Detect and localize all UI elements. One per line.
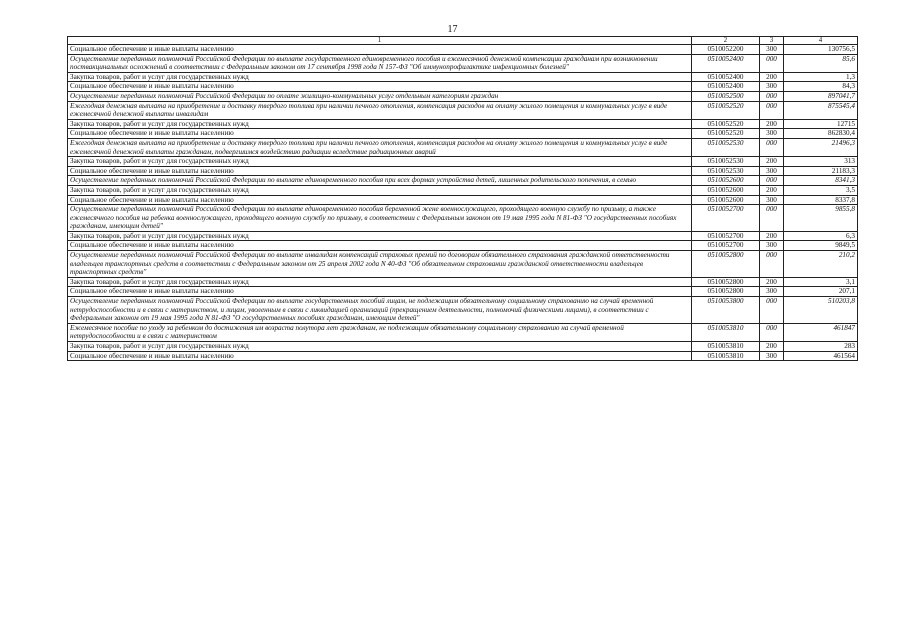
row-code: 0510052520 [692, 119, 760, 129]
row-description: Закупка товаров, работ и услуг для государственных нужд [68, 72, 692, 82]
row-description: Осуществление переданных полномочий Российской Федерации по выплате государственных пособий лицам, не подлежащим обязательному социальному страхованию на случай временной нетрудоспособности и в связи с материнством, и лицам, уволенным в связи с ликвидацией организаций (прекращением деятельности, полномочий физическими лицами), в соответствии с Федеральным законом от 19 мая 1995 года N 81-ФЗ "О государственных пособиях гражданам, имеющим детей" [68, 297, 692, 324]
row-code: 0510052800 [692, 287, 760, 297]
row-amount: 510203,8 [784, 297, 858, 324]
row-expense-type: 000 [760, 101, 784, 119]
row-code: 0510052400 [692, 72, 760, 82]
row-code: 0510052530 [692, 166, 760, 176]
row-description: Осуществление переданных полномочий Российской Федерации по выплате единовременного пособия беременной жене военнослужащего, проходящего военную службу по призыву, а также ежемесячного пособия на ребенка военнослужащего, проходящего военную службу по призыву, в соответствии с Федеральным законом от 19 мая 1995 года N 81-ФЗ "О государственных пособиях гражданам, имеющим детей" [68, 205, 692, 232]
row-description: Осуществление переданных полномочий Российской Федерации по выплате единовременного пособия при всех формах устройства детей, лишенных родительского попечения, в семью [68, 176, 692, 186]
row-description: Осуществление переданных полномочий Российской Федерации по выплате государственного единовременного пособия и ежемесячной денежной компенсации гражданам при возникновении поствакцинальных осложнений в соответствии с Федеральным законом от 17 сентября 1998 года N 157-ФЗ "Об иммунопрофилактике инфекционных болезней" [68, 54, 692, 72]
row-amount: 461564 [784, 351, 858, 361]
row-code: 0510053810 [692, 342, 760, 352]
row-expense-type: 000 [760, 297, 784, 324]
row-code: 0510052530 [692, 138, 760, 156]
row-description: Социальное обеспечение и иные выплаты населению [68, 287, 692, 297]
row-amount: 8337,8 [784, 195, 858, 205]
row-description: Социальное обеспечение и иные выплаты населению [68, 129, 692, 139]
table-row [68, 176, 858, 186]
row-code: 0510053810 [692, 351, 760, 361]
row-description: Закупка товаров, работ и услуг для государственных нужд [68, 119, 692, 129]
row-expense-type: 000 [760, 138, 784, 156]
row-expense-type: 200 [760, 119, 784, 129]
row-expense-type: 300 [760, 45, 784, 55]
table-row [68, 342, 858, 352]
row-code: 0510052800 [692, 251, 760, 278]
row-description: Социальное обеспечение и иные выплаты населению [68, 82, 692, 92]
table-row [68, 351, 858, 361]
row-amount: 3,5 [784, 185, 858, 195]
row-expense-type: 000 [760, 251, 784, 278]
row-amount: 313 [784, 157, 858, 167]
row-expense-type: 300 [760, 129, 784, 139]
table-row [68, 54, 858, 72]
table-header-row [68, 37, 858, 45]
table-row [68, 277, 858, 287]
row-amount: 461847 [784, 323, 858, 341]
header-col-2: 2 [692, 37, 760, 45]
row-description: Социальное обеспечение и иные выплаты населению [68, 45, 692, 55]
row-code: 0510052800 [692, 277, 760, 287]
row-amount: 84,3 [784, 82, 858, 92]
row-expense-type: 300 [760, 82, 784, 92]
table-row [68, 323, 858, 341]
row-expense-type: 200 [760, 277, 784, 287]
row-expense-type: 300 [760, 351, 784, 361]
table-row [68, 185, 858, 195]
row-code: 0510053810 [692, 323, 760, 341]
row-description: Ежемесячное пособие по уходу за ребенком до достижения им возраста полутора лет гражданам, не подлежащим обязательному социальному страхованию на случай временной нетрудоспособности и в связи с материнством [68, 323, 692, 341]
row-description: Закупка товаров, работ и услуг для государственных нужд [68, 185, 692, 195]
row-code: 0510052530 [692, 157, 760, 167]
table-row [68, 195, 858, 205]
row-expense-type: 200 [760, 157, 784, 167]
row-description: Осуществление переданных полномочий Российской Федерации по выплате инвалидам компенсаций страховых премий по договорам обязательного страхования гражданской ответственности владельцев транспортных средств в соответствии с Федеральным законом от 25 апреля 2002 года N 40-ФЗ "Об обязательном страховании гражданской ответственности владельцев транспортных средств" [68, 251, 692, 278]
row-amount: 12715 [784, 119, 858, 129]
row-expense-type: 000 [760, 54, 784, 72]
row-expense-type: 000 [760, 323, 784, 341]
table-row [68, 91, 858, 101]
row-amount: 875545,4 [784, 101, 858, 119]
row-description: Осуществление переданных полномочий Российской Федерации по оплате жилищно-коммунальных услуг отдельным категориям граждан [68, 91, 692, 101]
row-code: 0510052200 [692, 45, 760, 55]
row-amount: 21183,3 [784, 166, 858, 176]
budget-table-body [68, 37, 858, 361]
row-expense-type: 200 [760, 72, 784, 82]
row-description: Закупка товаров, работ и услуг для государственных нужд [68, 342, 692, 352]
row-amount: 1,3 [784, 72, 858, 82]
table-row [68, 101, 858, 119]
row-expense-type: 000 [760, 205, 784, 232]
row-description: Социальное обеспечение и иные выплаты населению [68, 241, 692, 251]
row-description: Социальное обеспечение и иные выплаты населению [68, 351, 692, 361]
table-row [68, 72, 858, 82]
budget-table [67, 36, 858, 361]
page-number: 17 [447, 24, 458, 35]
row-amount: 9849,5 [784, 241, 858, 251]
row-code: 0510052500 [692, 91, 760, 101]
row-amount: 207,1 [784, 287, 858, 297]
row-expense-type: 300 [760, 166, 784, 176]
row-description: Закупка товаров, работ и услуг для государственных нужд [68, 157, 692, 167]
header-col-3: 3 [760, 37, 784, 45]
row-code: 0510052520 [692, 129, 760, 139]
table-row [68, 231, 858, 241]
row-expense-type: 300 [760, 195, 784, 205]
row-expense-type: 200 [760, 231, 784, 241]
row-amount: 897041,7 [784, 91, 858, 101]
header-col-1: 1 [68, 37, 692, 45]
row-description: Ежегодная денежная выплата на приобретение и доставку твердого топлива при наличии печного отопления, компенсация расходов на оплату жилого помещения и коммунальных услуг в виде ежемесячной денежной выплаты гражданам, подвергшимся воздействию радиации вследствие радиационных аварий [68, 138, 692, 156]
row-code: 0510052700 [692, 241, 760, 251]
table-row [68, 297, 858, 324]
table-row [68, 287, 858, 297]
table-row [68, 251, 858, 278]
table-row [68, 166, 858, 176]
row-code: 0510053800 [692, 297, 760, 324]
row-code: 0510052520 [692, 101, 760, 119]
row-expense-type: 300 [760, 287, 784, 297]
row-amount: 130756,5 [784, 45, 858, 55]
table-row [68, 119, 858, 129]
row-code: 0510052600 [692, 176, 760, 186]
row-code: 0510052400 [692, 82, 760, 92]
table-row [68, 45, 858, 55]
row-code: 0510052600 [692, 185, 760, 195]
row-expense-type: 200 [760, 342, 784, 352]
row-description: Ежегодная денежная выплата на приобретение и доставку твердого топлива при наличии печного отопления, компенсация расходов на оплату жилого помещения и коммунальных услуг в виде ежемесячной денежной выплаты инвалидам [68, 101, 692, 119]
header-col-4: 4 [784, 37, 858, 45]
row-amount: 85,6 [784, 54, 858, 72]
row-amount: 8341,3 [784, 176, 858, 186]
row-code: 0510052700 [692, 231, 760, 241]
row-amount: 3,1 [784, 277, 858, 287]
row-amount: 9855,8 [784, 205, 858, 232]
row-description: Закупка товаров, работ и услуг для государственных нужд [68, 231, 692, 241]
row-code: 0510052400 [692, 54, 760, 72]
table-row [68, 138, 858, 156]
row-code: 0510052600 [692, 195, 760, 205]
row-amount: 283 [784, 342, 858, 352]
table-row [68, 157, 858, 167]
row-description: Социальное обеспечение и иные выплаты населению [68, 195, 692, 205]
row-expense-type: 000 [760, 176, 784, 186]
row-code: 0510052700 [692, 205, 760, 232]
row-description: Социальное обеспечение и иные выплаты населению [68, 166, 692, 176]
row-amount: 210,2 [784, 251, 858, 278]
table-row [68, 205, 858, 232]
row-expense-type: 200 [760, 185, 784, 195]
table-row [68, 129, 858, 139]
row-amount: 6,3 [784, 231, 858, 241]
row-description: Закупка товаров, работ и услуг для государственных нужд [68, 277, 692, 287]
row-expense-type: 300 [760, 241, 784, 251]
row-amount: 21496,3 [784, 138, 858, 156]
table-row [68, 241, 858, 251]
row-amount: 862830,4 [784, 129, 858, 139]
table-row [68, 82, 858, 92]
row-expense-type: 000 [760, 91, 784, 101]
